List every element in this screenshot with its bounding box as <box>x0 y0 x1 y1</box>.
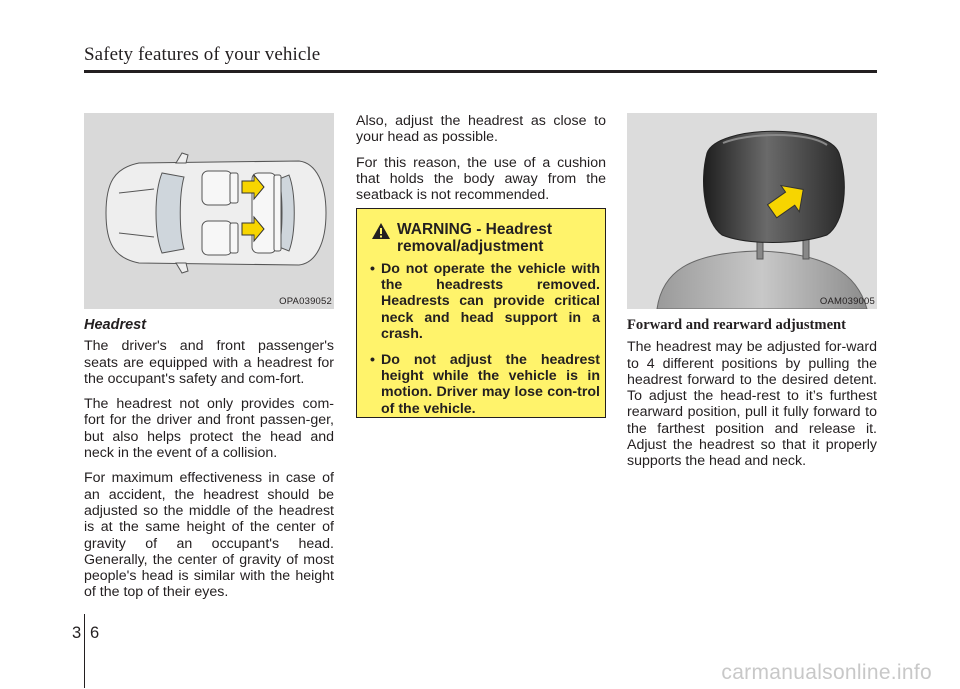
car-topview-figure <box>84 113 334 309</box>
column-3 <box>627 317 877 479</box>
watermark: carmanualsonline.info <box>721 661 932 684</box>
column-1 <box>84 317 334 610</box>
paragraph: The headrest not only provides com-fort for the driver and front passen-ger, but also helps protect the head and neck in the event of a collision. <box>84 396 334 462</box>
section-subheading: Headrest <box>84 317 147 333</box>
paragraph: For this reason, the use of a cushion that holds the body away from the seatback is not recommended. <box>356 154 606 204</box>
car-topview-illustration <box>84 113 334 309</box>
warning-item: • Do not adjust the headrest height while the vehicle is in motion. Driver may lose con-trol of the vehicle. <box>370 352 600 417</box>
warning-title <box>371 221 599 255</box>
warning-item: • Do not operate the vehicle with the headrests removed. Headrests can provide critical neck and head support in a crash. <box>370 261 600 342</box>
header-rule <box>84 70 877 73</box>
column-2 <box>356 113 606 212</box>
figure-caption: OAM039005 <box>819 296 875 307</box>
paragraph: For maximum effectiveness in case of an accident, the headrest should be adjusted so the middle of the headrest is at the same height of the center of gravity of an occupant's head. Generally, the center of gravity of most people's head is similar with the height of the top of their eyes. <box>84 470 334 601</box>
warning-box <box>356 208 606 418</box>
page-number: 6 <box>90 624 100 642</box>
paragraph: The driver's and front passenger's seats are equipped with a headrest for the occupant's safety and com-fort. <box>84 338 334 387</box>
paragraph: Also, adjust the headrest as close to your head as possible. <box>356 113 606 146</box>
warning-triangle-icon <box>371 222 391 244</box>
warning-list <box>370 261 600 427</box>
paragraph: The headrest may be adjusted for-ward to 4 different positions by pulling the headrest forward to the desired detent. To adjust the head-rest to it’s furthest rearward position, pull it fully forward to the farthest position and release it. Adjust the headrest so that it properly supports the head and neck. <box>627 339 877 470</box>
header-title: Safety features of your vehicle <box>84 44 321 65</box>
headrest-figure <box>627 113 877 309</box>
page-section-number: 3 <box>72 624 82 642</box>
warning-title-line2: removal/adjustment <box>397 238 544 255</box>
figure-caption: OPA039052 <box>279 296 332 307</box>
page-number-divider <box>84 614 85 688</box>
section-subheading: Forward and rearward adjustment <box>627 317 847 333</box>
headrest-illustration <box>627 113 877 309</box>
warning-title-line1: WARNING - Headrest <box>397 221 553 238</box>
